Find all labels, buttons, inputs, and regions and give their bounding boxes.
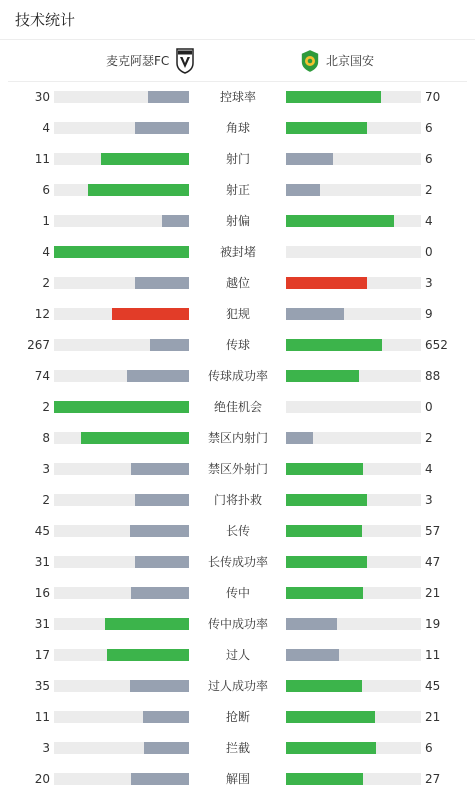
away-value: 6 [425,121,433,135]
home-bar-track [54,370,189,382]
home-bar-fill [135,556,189,568]
away-bar-fill [286,153,333,165]
stat-row [0,547,475,578]
stat-label: 角球 [225,121,250,135]
stat-label: 越位 [225,276,250,290]
stat-label: 过人成功率 [207,679,268,693]
home-bar-fill [130,680,189,692]
stat-row [0,733,475,764]
stat-label: 绝佳机会 [213,400,262,414]
away-bar-fill [286,432,313,444]
stat-row [0,423,475,454]
stat-row [0,454,475,485]
away-bar-fill [286,742,376,754]
away-value: 45 [425,679,441,693]
away-bar-track [286,277,421,289]
home-bar-track [54,432,189,444]
home-bar-track [54,742,189,754]
home-value: 11 [34,152,50,166]
home-bar-fill [162,215,189,227]
home-value: 74 [34,369,50,383]
stat-label: 过人 [225,648,250,662]
home-bar-fill [130,525,189,537]
home-bar-track [54,649,189,661]
stat-row [0,640,475,671]
teams-header [8,40,467,82]
away-bar-fill [286,370,359,382]
home-bar-track [54,308,189,320]
home-bar-track [54,463,189,475]
home-value: 8 [42,431,50,445]
home-bar-fill [143,711,189,723]
away-bar-track [286,773,421,785]
stat-label: 传中成功率 [207,617,268,631]
stat-row [0,392,475,423]
away-value: 27 [425,772,441,786]
page-title: 技术统计 [15,11,76,29]
home-value: 20 [34,772,50,786]
home-value: 4 [42,245,50,259]
away-bar-fill [286,91,381,103]
away-bar-fill [286,122,367,134]
away-bar-track [286,432,421,444]
home-value: 31 [34,555,50,569]
home-bar-track [54,773,189,785]
home-value: 11 [34,710,50,724]
away-bar-track [286,184,421,196]
home-value: 35 [34,679,50,693]
away-value: 70 [425,90,441,104]
home-value: 30 [34,90,50,104]
stat-label: 抢断 [225,710,250,724]
home-value: 17 [34,648,50,662]
stat-row [0,175,475,206]
home-bar-track [54,184,189,196]
stat-row [0,330,475,361]
away-bar-fill [286,680,362,692]
home-value: 2 [42,493,50,507]
stat-label: 传中 [225,586,250,600]
away-bar-track [286,215,421,227]
away-bar-track [286,308,421,320]
away-value: 88 [425,369,441,383]
away-team[interactable] [300,40,374,81]
away-value: 9 [425,307,433,321]
stat-label: 传球 [225,338,250,352]
away-bar-fill [286,494,367,506]
away-value: 21 [425,710,441,724]
home-bar-fill [131,587,189,599]
away-bar-track [286,370,421,382]
stat-row [0,671,475,702]
stat-row [0,609,475,640]
away-value: 6 [425,741,433,755]
away-bar-fill [286,463,363,475]
away-bar-fill [286,308,344,320]
home-bar-fill [101,153,189,165]
stat-row [0,206,475,237]
away-bar-track [286,91,421,103]
home-bar-fill [148,91,189,103]
away-bar-track [286,618,421,630]
stat-label: 犯规 [225,307,250,321]
away-value: 11 [425,648,441,662]
stat-label: 长传 [225,524,250,538]
home-team[interactable] [106,40,195,81]
home-bar-track [54,680,189,692]
stat-row [0,299,475,330]
home-bar-fill [88,184,189,196]
stat-row [0,361,475,392]
away-bar-track [286,711,421,723]
stat-label: 传球成功率 [207,369,268,383]
stat-row [0,237,475,268]
home-value: 2 [42,276,50,290]
away-bar-track [286,153,421,165]
home-bar-fill [105,618,189,630]
away-value: 3 [425,276,433,290]
header [0,0,475,40]
stat-row [0,144,475,175]
stat-label: 禁区内射门 [207,431,268,445]
home-value: 31 [34,617,50,631]
home-value: 3 [42,741,50,755]
away-bar-fill [286,339,382,351]
away-value: 0 [425,400,433,414]
home-bar-track [54,122,189,134]
away-bar-track [286,525,421,537]
home-value: 2 [42,400,50,414]
stat-row [0,113,475,144]
stat-row [0,516,475,547]
stat-row [0,764,475,795]
away-bar-fill [286,773,363,785]
home-bar-fill [54,401,189,413]
home-bar-fill [112,308,189,320]
stat-row [0,578,475,609]
home-bar-fill [127,370,189,382]
stat-label: 拦截 [225,741,250,755]
away-bar-fill [286,649,339,661]
home-bar-fill [81,432,189,444]
away-value: 6 [425,152,433,166]
away-bar-fill [286,184,320,196]
away-bar-track [286,680,421,692]
stat-label: 射门 [225,152,250,166]
stat-label: 解围 [225,772,250,786]
home-bar-fill [131,463,189,475]
stat-row [0,702,475,733]
home-bar-track [54,153,189,165]
home-bar-track [54,587,189,599]
home-bar-fill [144,742,189,754]
away-bar-track [286,556,421,568]
stat-label: 射正 [225,183,250,197]
away-bar-fill [286,556,367,568]
away-value: 47 [425,555,441,569]
home-bar-track [54,711,189,723]
home-bar-fill [150,339,189,351]
home-bar-track [54,339,189,351]
beijing-guoan-crest-icon [300,48,320,74]
home-value: 3 [42,462,50,476]
home-value: 1 [42,214,50,228]
home-value: 16 [34,586,50,600]
macarthur-fc-crest-icon [175,48,195,74]
away-bar-track [286,463,421,475]
stat-label: 射偏 [225,214,250,228]
home-bar-track [54,525,189,537]
away-bar-fill [286,618,337,630]
away-team-name: 北京国安 [326,54,375,68]
away-value: 652 [425,338,448,352]
away-value: 4 [425,462,433,476]
away-bar-track [286,494,421,506]
stat-row [0,268,475,299]
away-value: 21 [425,586,441,600]
away-value: 4 [425,214,433,228]
home-value: 45 [34,524,50,538]
away-bar-fill [286,525,362,537]
home-bar-track [54,556,189,568]
away-value: 2 [425,431,433,445]
home-team-name: 麦克阿瑟FC [106,54,170,68]
away-bar-fill [286,277,367,289]
away-bar-fill [286,587,363,599]
away-bar-track [286,401,421,413]
home-bar-track [54,246,189,258]
home-bar-fill [107,649,189,661]
home-bar-fill [54,246,189,258]
away-bar-fill [286,711,375,723]
stat-row [0,485,475,516]
away-value: 0 [425,245,433,259]
home-value: 6 [42,183,50,197]
home-bar-track [54,277,189,289]
home-bar-track [54,91,189,103]
stat-label: 长传成功率 [207,555,268,569]
home-value: 267 [27,338,50,352]
stat-row [0,82,475,113]
away-value: 19 [425,617,441,631]
away-value: 2 [425,183,433,197]
stat-label: 被封堵 [219,245,256,259]
away-bar-track [286,587,421,599]
home-bar-fill [131,773,189,785]
away-bar-track [286,246,421,258]
home-bar-fill [135,122,189,134]
home-bar-track [54,215,189,227]
away-value: 57 [425,524,441,538]
away-bar-track [286,339,421,351]
stat-label: 门将扑救 [213,493,262,507]
home-bar-fill [135,494,189,506]
away-bar-track [286,742,421,754]
home-bar-fill [135,277,189,289]
stat-label: 控球率 [219,90,256,104]
away-bar-track [286,649,421,661]
away-value: 3 [425,493,433,507]
home-bar-track [54,494,189,506]
home-bar-track [54,401,189,413]
stat-label: 禁区外射门 [207,462,268,476]
away-bar-track [286,122,421,134]
home-value: 12 [34,307,50,321]
away-bar-fill [286,215,394,227]
home-bar-track [54,618,189,630]
home-value: 4 [42,121,50,135]
